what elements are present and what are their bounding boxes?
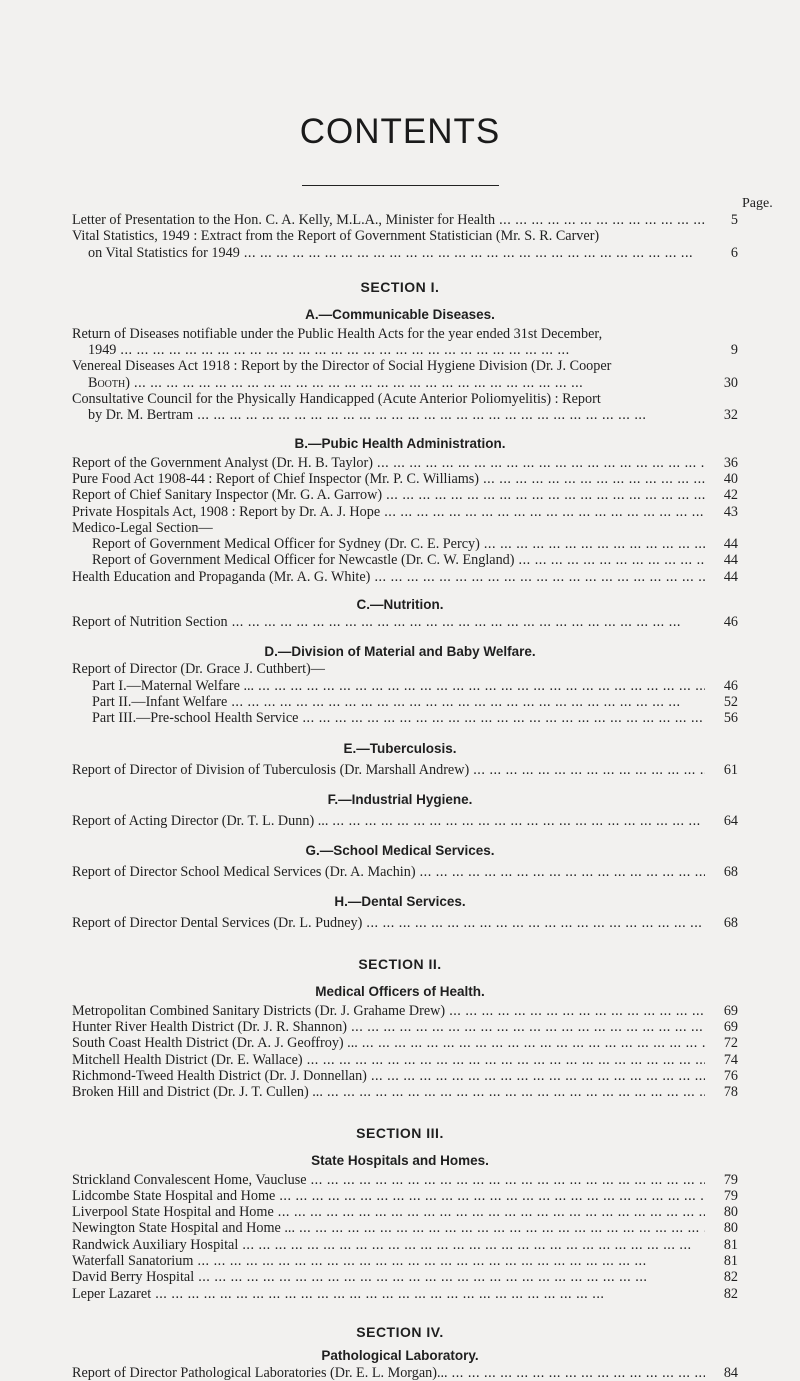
entry-page: 6 [730,244,738,261]
entry-page: 44 [723,568,738,585]
entry-text: David Berry Hospital ... . [72,1269,705,1285]
entry-page: 61 [723,761,738,778]
entry-page: 44 [723,552,738,569]
toc-entry [0,1188,800,1204]
entry-text: Waterfall Sanatorium ... . [72,1253,705,1269]
entry-text: Report of Government Medical Officer for Sydney (Dr. C. E. Percy) ... . [92,536,705,552]
contents-body [0,212,800,1381]
entry-page: 82 [723,1285,738,1302]
toc-entry [0,391,800,407]
section-heading: SECTION II. [358,955,442,972]
entry-page: 80 [723,1220,738,1237]
entry-text: Pure Food Act 1908-44 : Report of Chief Inspector (Mr. P. C. Williams) ... . [72,471,705,487]
entry-text: Report of Director Pathological Laboratories (Dr. E. L. Morgan)... ... . [72,1365,705,1381]
entry-text: Part II.—Infant Welfare ... . [92,694,705,710]
entry-text: Strickland Convalescent Home, Vaucluse ... . [72,1172,705,1188]
toc-entry [0,358,800,374]
toc-entry [0,710,800,726]
entry-text: Booth) ... . [88,375,705,391]
toc-entry [0,1035,800,1051]
entry-text: Mitchell Health District (Dr. E. Wallace) ... . [72,1052,705,1068]
entry-text: by Dr. M. Bertram ... . [88,407,705,423]
group-heading: Pathological Laboratory. [321,1347,479,1363]
entry-text: Report of Director of Division of Tuberculosis (Dr. Marshall Andrew) ... . [72,762,705,778]
toc-entry [0,1019,800,1035]
entry-page: 43 [723,503,738,520]
entry-text: Report of the Government Analyst (Dr. H. B. Taylor) ... . [72,455,705,471]
entry-page: 72 [723,1035,738,1052]
entry-page: 81 [723,1236,738,1253]
entry-text: 1949 ... . [88,342,705,358]
toc-entry [0,1237,800,1253]
entry-page: 82 [723,1269,738,1286]
toc-entry [0,614,800,630]
entry-text: Newington State Hospital and Home ... ... . [72,1220,705,1236]
toc-entry [0,471,800,487]
section-heading: SECTION I. [360,278,440,295]
entry-page: 69 [723,1002,738,1019]
toc-entry [0,864,800,880]
toc-entry [0,762,800,778]
toc-entry [0,326,800,342]
entry-text: Report of Nutrition Section ... . [72,614,705,630]
title-rule [302,185,499,186]
entry-text: Vital Statistics, 1949 : Extract from the Report of Government Statistician (Mr. S. R. Carver) [72,228,600,245]
entry-page: 42 [723,487,738,504]
entry-page: 80 [723,1204,738,1221]
toc-entry [0,1253,800,1269]
entry-page: 9 [730,342,738,359]
toc-entry [0,1286,800,1302]
group-heading: B.—Pubic Health Administration. [294,435,506,451]
toc-entry [0,375,800,391]
entry-page: 74 [723,1051,738,1068]
entry-page: 68 [723,864,738,881]
entry-page: 68 [723,915,738,932]
entry-page: 5 [730,212,738,228]
entry-page: 79 [723,1187,738,1204]
entry-text: on Vital Statistics for 1949 ... . [88,245,705,261]
entry-text: Return of Diseases notifiable under the Public Health Acts for the year ended 31st December, [72,325,603,342]
toc-entry [0,1269,800,1285]
group-heading: A.—Communicable Diseases. [305,306,495,322]
entry-text: Hunter River Health District (Dr. J. R. Shannon) ... . [72,1019,705,1035]
toc-entry [0,536,800,552]
entry-text: South Coast Health District (Dr. A. J. Geoffroy) ... ... . [72,1035,705,1051]
toc-entry [0,552,800,568]
toc-entry [0,487,800,503]
entry-text: Part I.—Maternal Welfare ... ... . [92,678,705,694]
toc-entry [0,813,800,829]
group-heading: F.—Industrial Hygiene. [327,791,473,807]
toc-entry [0,1068,800,1084]
section-heading: SECTION III. [356,1124,444,1141]
toc-entry [0,1220,800,1236]
toc-entry [0,520,800,536]
entry-text: Venereal Diseases Act 1918 : Report by the Director of Social Hygiene Division (Dr. J. Cooper [72,358,612,375]
toc-entry [0,212,800,228]
entry-text: Report of Government Medical Officer for Newcastle (Dr. C. W. England) ... . [92,552,705,568]
entry-page: 78 [723,1084,738,1101]
toc-entry [0,915,800,931]
entry-text: Part III.—Pre-school Health Service ... . [92,710,705,726]
toc-entry [0,1003,800,1019]
toc-entry [0,1365,800,1381]
page-column-label: Page. [742,196,773,211]
entry-text: Private Hospitals Act, 1908 : Report by Dr. A. J. Hope ... . [72,504,705,520]
entry-page: 40 [723,470,738,487]
entry-text: Metropolitan Combined Sanitary Districts (Dr. J. Grahame Drew) ... . [72,1003,705,1019]
toc-entry [0,342,800,358]
entry-page: 79 [723,1171,738,1188]
entry-text: Consultative Council for the Physically Handicapped (Acute Anterior Poliomyelitis) : Report [72,391,601,408]
entry-page: 84 [723,1364,738,1381]
group-heading: E.—Tuberculosis. [343,740,457,756]
toc-entry [0,569,800,585]
entry-page: 76 [723,1067,738,1084]
page-title: CONTENTS [299,112,501,151]
entry-page: 46 [723,677,738,694]
entry-page: 30 [723,374,738,391]
group-heading: H.—Dental Services. [334,894,466,910]
entry-text: Leper Lazaret ... . [72,1286,705,1302]
toc-entry [0,678,800,694]
entry-text: Broken Hill and District (Dr. J. T. Cullen) ... ... . [72,1084,705,1100]
entry-text: Report of Acting Director (Dr. T. L. Dunn) ... ... . [72,813,705,829]
group-heading: G.—School Medical Services. [305,843,495,859]
entry-text: Letter of Presentation to the Hon. C. A. Kelly, M.L.A., Minister for Health ... . [72,212,705,228]
entry-page: 56 [723,710,738,727]
entry-page: 81 [723,1252,738,1269]
toc-entry [0,1204,800,1220]
entry-text: Medico-Legal Section— [72,519,213,536]
entry-text: Report of Director Dental Services (Dr. L. Pudney) ... . [72,915,705,931]
entry-text: Lidcombe State Hospital and Home ... . [72,1188,705,1204]
toc-entry [0,661,800,677]
entry-page: 69 [723,1019,738,1036]
entry-text: Richmond-Tweed Health District (Dr. J. Donnellan) ... . [72,1068,705,1084]
entry-text: Report of Director (Dr. Grace J. Cuthbert)— [72,661,325,678]
group-heading: D.—Division of Material and Baby Welfare. [264,644,536,660]
entry-page: 46 [723,614,738,631]
toc-entry [0,245,800,261]
group-heading: State Hospitals and Homes. [311,1152,489,1168]
entry-page: 32 [723,407,738,424]
entry-text: Report of Chief Sanitary Inspector (Mr. G. A. Garrow) ... . [72,487,705,503]
toc-entry [0,407,800,423]
entry-text: Liverpool State Hospital and Home ... . [72,1204,705,1220]
toc-entry [0,455,800,471]
group-heading: C.—Nutrition. [356,597,444,613]
toc-entry [0,1172,800,1188]
entry-page: 36 [723,454,738,471]
entry-text: Health Education and Propaganda (Mr. A. G. White) ... . [72,569,705,585]
entry-text: Randwick Auxiliary Hospital ... . [72,1237,705,1253]
toc-entry [0,228,800,244]
section-heading: SECTION IV. [356,1323,444,1340]
group-heading: Medical Officers of Health. [315,983,485,999]
entry-page: 64 [723,812,738,829]
toc-entry [0,694,800,710]
entry-page: 44 [723,536,738,553]
toc-entry [0,504,800,520]
toc-entry [0,1052,800,1068]
entry-page: 52 [723,693,738,710]
entry-text: Report of Director School Medical Services (Dr. A. Machin) ... . [72,864,705,880]
toc-entry [0,1084,800,1100]
